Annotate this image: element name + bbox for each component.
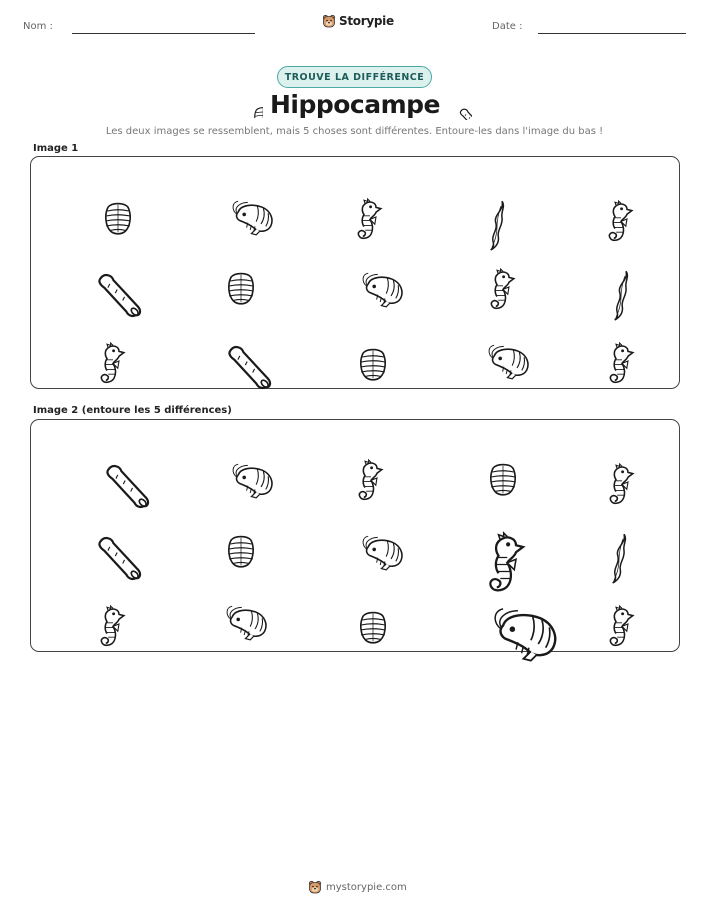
seaweed-icon[interactable]: [597, 508, 621, 558]
shell-icon[interactable]: [88, 179, 118, 223]
seahorse-icon[interactable]: [79, 582, 111, 630]
shrimp-icon[interactable]: [337, 512, 385, 558]
activity-badge: TROUVE LA DIFFÉRENCE: [277, 66, 432, 88]
title-sea-cucumber-icon: [444, 94, 472, 124]
image1-label: Image 1: [33, 143, 79, 154]
shell-icon[interactable]: [211, 249, 241, 293]
footer: [308, 880, 407, 894]
seaweed-icon[interactable]: [475, 175, 499, 225]
shrimp-icon[interactable]: [201, 582, 249, 628]
seahorse-icon[interactable]: [79, 319, 111, 367]
sea-cucumber-icon[interactable]: [69, 247, 121, 295]
shrimp-icon[interactable]: [463, 321, 511, 367]
brand-logo: [322, 14, 394, 28]
instructions: Les deux images se ressemblent, mais 5 choses sont différentes. Entoure-les dans l'image du bas !: [105, 126, 604, 137]
date-label: Date :: [492, 21, 523, 32]
bear-logo-icon: [308, 880, 322, 894]
image2-panel: [30, 419, 680, 652]
image1-panel: [30, 156, 680, 389]
seahorse-icon[interactable]: [588, 582, 620, 630]
shell-icon[interactable]: [473, 440, 503, 484]
shrimp-icon[interactable]: [207, 177, 255, 223]
brand-name: Storypie: [339, 14, 394, 28]
bear-logo-icon: [322, 14, 336, 28]
shell-icon[interactable]: [343, 588, 373, 632]
shell-icon[interactable]: [343, 325, 373, 369]
date-line[interactable]: [538, 33, 686, 34]
sea-cucumber-icon[interactable]: [77, 438, 129, 486]
sea-cucumber-icon[interactable]: [69, 510, 121, 558]
seahorse-icon[interactable]: [587, 177, 619, 225]
shrimp-icon[interactable]: [337, 249, 385, 295]
shell-icon[interactable]: [211, 512, 241, 556]
name-line[interactable]: [72, 33, 255, 34]
page-title: Hippocampe: [269, 90, 441, 119]
shrimp-icon[interactable]: [207, 440, 255, 486]
image2-label: Image 2 (entoure les 5 différences): [33, 405, 232, 416]
name-label: Nom :: [23, 21, 53, 32]
seahorse-icon[interactable]: [469, 245, 501, 293]
seahorse-icon[interactable]: [588, 319, 620, 367]
sea-cucumber-icon[interactable]: [199, 319, 251, 367]
shrimp-icon-large[interactable]: [455, 572, 529, 642]
seaweed-icon[interactable]: [599, 245, 623, 295]
footer-url: mystorypie.com: [326, 881, 407, 893]
seahorse-icon[interactable]: [588, 440, 620, 488]
seahorse-icon[interactable]: [336, 175, 368, 223]
seahorse-icon-large[interactable]: [459, 498, 503, 568]
seahorse-icon[interactable]: [337, 436, 369, 484]
